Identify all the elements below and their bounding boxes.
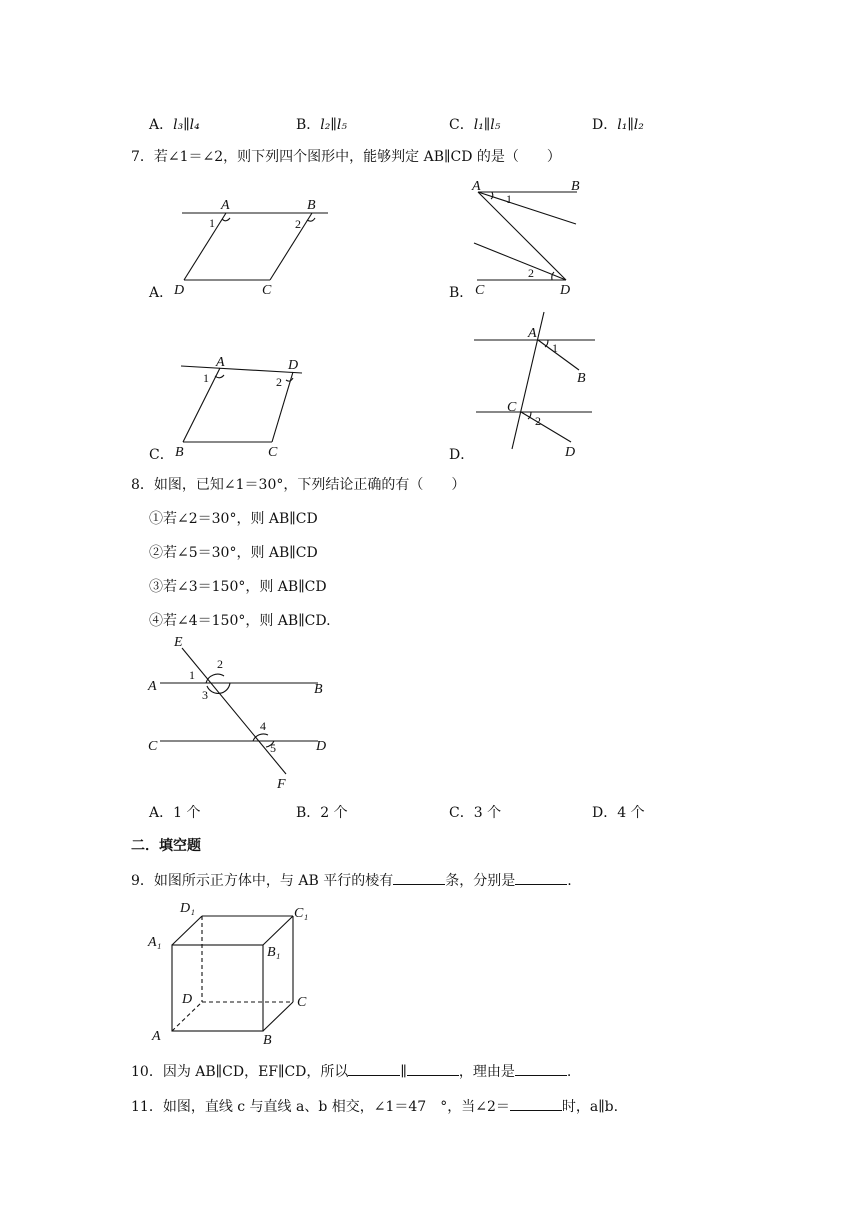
q8-option-d: D．4 个: [592, 805, 645, 821]
q10-text-pre: 10．因为 AB∥CD，EF∥CD，所以: [131, 1064, 349, 1080]
q9-text-pre: 9．如图所示正方体中，与 AB 平行的棱有: [131, 873, 394, 889]
q7-option-a-label: A．: [149, 285, 174, 301]
label-c1: C₁: [294, 906, 309, 921]
label-e: E: [174, 635, 183, 650]
label-angle-1: 1: [189, 668, 195, 682]
label-angle-2: 2: [217, 657, 223, 671]
label-f: F: [277, 777, 286, 792]
option-letter: D．: [592, 117, 618, 133]
label-a: A: [148, 679, 157, 694]
q10-text-reason: ，理由是: [458, 1064, 515, 1080]
label-d: D: [316, 739, 327, 754]
label-c: C: [262, 283, 272, 298]
q11-text-pre: 11．如图，直线 c 与直线 a、b 相交，∠1＝47 °，当∠2＝: [131, 1099, 510, 1115]
q7-option-c-label: C．: [149, 447, 174, 463]
label-b: B: [577, 371, 586, 386]
label-c: C: [148, 739, 158, 754]
label-a: A: [216, 355, 225, 370]
option-text: l₁∥l₂: [617, 117, 644, 133]
label-angle-3: 3: [202, 688, 208, 702]
option-letter: B．: [296, 117, 321, 133]
q8-statement-3: ③若∠3＝150°，则 AB∥CD: [149, 579, 327, 595]
label-b: B: [307, 198, 316, 213]
label-a: A: [472, 179, 481, 194]
edge-b1-c1: [263, 916, 293, 945]
label-d1: D₁: [180, 901, 195, 916]
label-angle-4: 4: [260, 719, 266, 733]
label-a: A: [528, 326, 537, 341]
label-angle-2: 2: [528, 266, 534, 280]
q9-text-post: .: [567, 873, 572, 889]
q11-text-post: 时，a∥b.: [561, 1099, 619, 1115]
q7-option-d-label: D．: [449, 447, 475, 463]
label-a: A: [221, 198, 230, 213]
label-b: B: [175, 445, 184, 460]
label-a1: A₁: [148, 935, 162, 950]
label-c: C: [297, 995, 307, 1010]
option-letter: C．: [449, 117, 474, 133]
q7-stem: 7．若∠1＝∠2，则下列四个图形中，能够判定 AB∥CD 的是（ ）: [131, 149, 561, 165]
label-angle-1: 1: [506, 192, 512, 206]
label-a: A: [152, 1029, 161, 1044]
label-angle-1: 1: [209, 216, 215, 230]
edge-b-c: [263, 1002, 293, 1031]
label-b: B: [263, 1033, 272, 1048]
label-angle-5: 5: [270, 741, 276, 755]
q10-text-parallel: ∥: [400, 1064, 407, 1080]
q9-text-mid: 条，分别是: [445, 873, 516, 889]
label-c: C: [507, 400, 517, 415]
label-angle-1: 1: [552, 341, 558, 355]
q11-blank[interactable]: [510, 1098, 562, 1111]
q10-blank-1[interactable]: [348, 1063, 400, 1076]
q7-option-b-label: B．: [449, 285, 474, 301]
label-angle-2: 2: [535, 414, 541, 428]
label-d: D: [288, 358, 299, 373]
option-text: l₃∥l₄: [173, 117, 200, 133]
cube-front-face: [172, 945, 263, 1031]
q10-blank-2[interactable]: [407, 1063, 459, 1076]
q10-stem: [131, 1061, 571, 1081]
q8-statement-4: ④若∠4＝150°，则 AB∥CD.: [149, 613, 331, 629]
label-angle-1: 1: [203, 371, 209, 385]
q8-statement-1: ①若∠2＝30°，则 AB∥CD: [149, 511, 318, 527]
q8-stem: 8．如图，已知∠1＝30°，下列结论正确的有（ ）: [131, 477, 466, 493]
label-b: B: [314, 682, 323, 697]
label-d: D: [174, 283, 185, 298]
option-text: l₁∥l₅: [473, 117, 501, 133]
label-angle-2: 2: [276, 375, 282, 389]
q10-blank-3[interactable]: [515, 1063, 567, 1076]
label-b1: B₁: [267, 945, 281, 960]
q8-option-c: C．3 个: [449, 805, 502, 821]
option-text: l₂∥l₅: [320, 117, 347, 133]
q8-statement-2: ②若∠5＝30°，则 AB∥CD: [149, 545, 318, 561]
label-d: D: [560, 283, 571, 298]
section-title: 二．填空题: [131, 838, 201, 854]
q8-option-a: A．1 个: [149, 805, 201, 821]
label-b: B: [571, 179, 580, 194]
q8-option-b: B．2 个: [296, 805, 348, 821]
label-d: D: [565, 445, 576, 460]
q11-stem: [131, 1096, 618, 1116]
label-angle-2: 2: [295, 217, 301, 231]
q10-text-post: .: [566, 1064, 572, 1080]
label-c: C: [475, 283, 485, 298]
option-letter: A．: [149, 117, 174, 133]
label-c: C: [268, 445, 278, 460]
edge-a1-d1: [172, 916, 202, 945]
label-d: D: [182, 992, 193, 1007]
